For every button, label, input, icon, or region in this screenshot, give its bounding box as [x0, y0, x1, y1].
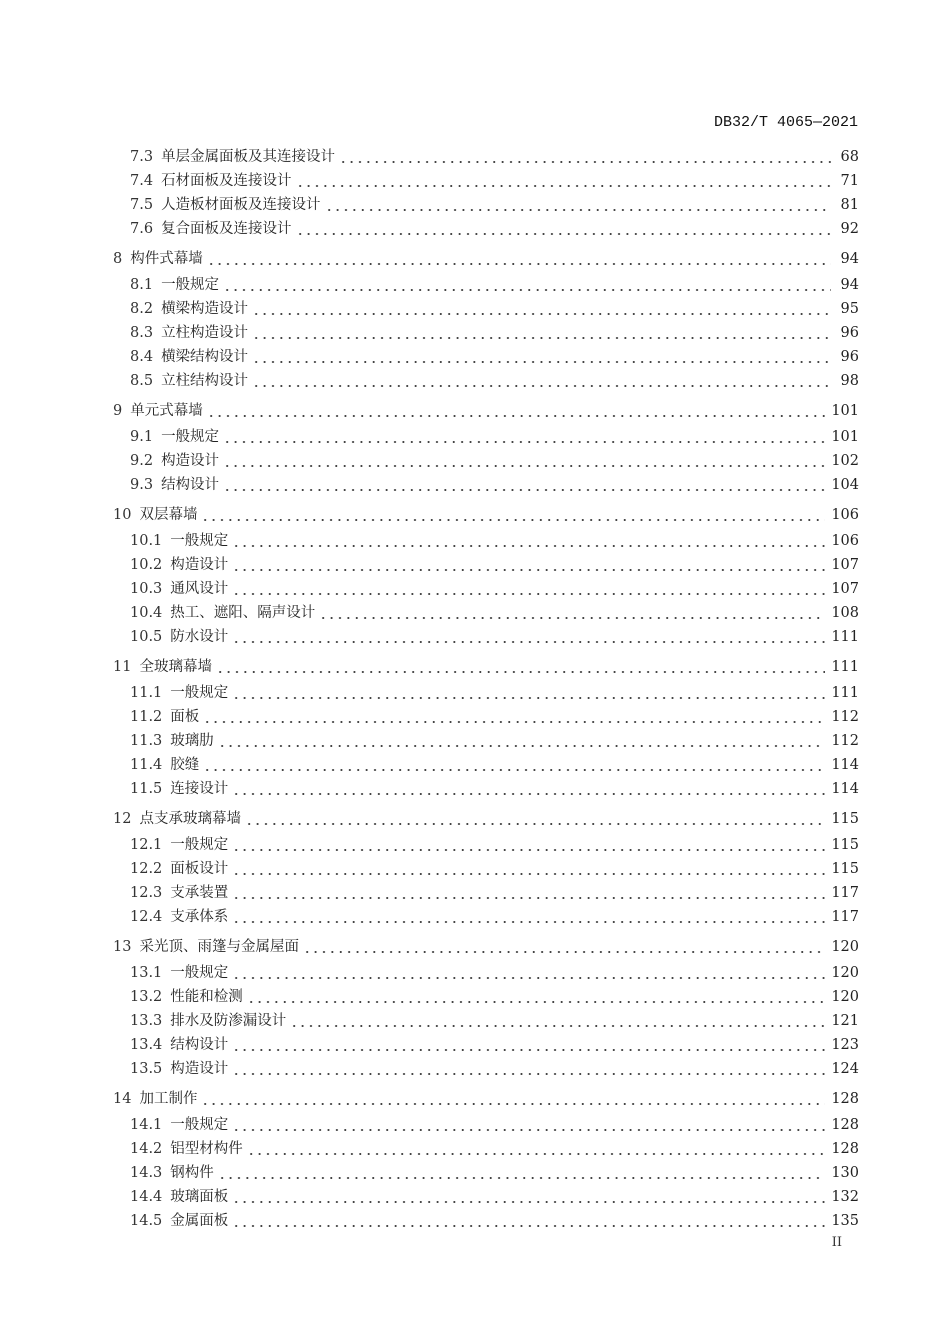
- entry-title: 胶缝: [170, 757, 200, 773]
- dot-leader: [245, 807, 825, 831]
- toc-chapter-entry[interactable]: [113, 655, 859, 679]
- dot-leader: [201, 1087, 825, 1111]
- toc-section-entry[interactable]: [113, 705, 859, 729]
- entry-title: 立柱构造设计: [161, 325, 249, 341]
- entry-number: 8.1: [130, 277, 154, 293]
- entry-number: 10.2: [130, 557, 163, 573]
- toc-chapter-entry[interactable]: [113, 1087, 859, 1111]
- toc-section-entry[interactable]: [113, 321, 859, 345]
- dot-leader: [232, 881, 825, 905]
- toc-section-entry[interactable]: [113, 577, 859, 601]
- entry-title: 一般规定: [170, 965, 229, 981]
- entry-title: 一般规定: [161, 277, 220, 293]
- entry-page: 130: [831, 1165, 859, 1181]
- toc-chapter-entry[interactable]: [113, 503, 859, 527]
- toc-section-entry[interactable]: [113, 1033, 859, 1057]
- dot-leader: [252, 297, 831, 321]
- entry-title: 玻璃面板: [170, 1189, 229, 1205]
- entry-number: 11.2: [130, 709, 163, 725]
- entry-page: 117: [831, 909, 859, 925]
- entry-title: 构件式幕墙: [130, 251, 203, 267]
- toc-section-entry[interactable]: [113, 961, 859, 985]
- entry-page: 96: [840, 349, 859, 365]
- entry-number: 8.3: [130, 325, 154, 341]
- toc-section-entry[interactable]: [113, 1113, 859, 1137]
- table-of-contents: [113, 145, 859, 1233]
- entry-number: 14.1: [130, 1117, 163, 1133]
- entry-number: 9.1: [130, 429, 154, 445]
- entry-page: 92: [840, 221, 859, 237]
- toc-section-entry[interactable]: [113, 857, 859, 881]
- toc-section-entry[interactable]: [113, 1009, 859, 1033]
- entry-title: 一般规定: [170, 533, 229, 549]
- entry-title: 横梁构造设计: [161, 301, 249, 317]
- dot-leader: [252, 345, 831, 369]
- entry-title: 结构设计: [170, 1037, 229, 1053]
- entry-number: 8.4: [130, 349, 154, 365]
- entry-page: 128: [831, 1091, 859, 1107]
- dot-leader: [216, 655, 825, 679]
- entry-page: 114: [831, 781, 859, 797]
- toc-section-entry[interactable]: [113, 553, 859, 577]
- dot-leader: [223, 273, 831, 297]
- entry-number: 12.1: [130, 837, 163, 853]
- entry-page: 108: [831, 605, 859, 621]
- page-number: II: [831, 1235, 842, 1250]
- entry-page: 101: [831, 403, 859, 419]
- entry-title: 面板设计: [170, 861, 229, 877]
- dot-leader: [232, 1185, 825, 1209]
- dot-leader: [339, 145, 831, 169]
- entry-page: 95: [840, 301, 859, 317]
- entry-title: 人造板材面板及连接设计: [161, 197, 321, 213]
- toc-section-entry[interactable]: [113, 985, 859, 1009]
- dot-leader: [223, 473, 825, 497]
- dot-leader: [201, 503, 825, 527]
- toc-section-entry[interactable]: [113, 681, 859, 705]
- dot-leader: [296, 217, 831, 241]
- toc-section-entry[interactable]: [113, 625, 859, 649]
- entry-number: 12: [113, 811, 132, 827]
- dot-leader: [232, 681, 825, 705]
- entry-title: 防水设计: [170, 629, 229, 645]
- dot-leader: [232, 777, 825, 801]
- entry-number: 14.2: [130, 1141, 163, 1157]
- entry-page: 120: [831, 989, 859, 1005]
- entry-title: 热工、遮阳、隔声设计: [170, 605, 316, 621]
- toc-section-entry[interactable]: [113, 145, 859, 169]
- entry-number: 11.3: [130, 733, 163, 749]
- entry-number: 9: [113, 403, 123, 419]
- entry-number: 10.5: [130, 629, 163, 645]
- entry-page: 106: [831, 533, 859, 549]
- entry-title: 一般规定: [170, 1117, 229, 1133]
- dot-leader: [232, 1057, 825, 1081]
- entry-page: 115: [831, 811, 859, 827]
- entry-page: 94: [840, 251, 859, 267]
- toc-chapter-entry[interactable]: [113, 935, 859, 959]
- dot-leader: [232, 1113, 825, 1137]
- dot-leader: [252, 369, 831, 393]
- entry-title: 立柱结构设计: [161, 373, 249, 389]
- dot-leader: [232, 529, 825, 553]
- dot-leader: [325, 193, 831, 217]
- toc-chapter-entry[interactable]: [113, 807, 859, 831]
- toc-section-entry[interactable]: [113, 1057, 859, 1081]
- dot-leader: [232, 905, 825, 929]
- entry-title: 金属面板: [170, 1213, 229, 1229]
- entry-title: 通风设计: [170, 581, 229, 597]
- entry-title: 铝型材构件: [170, 1141, 243, 1157]
- dot-leader: [303, 935, 825, 959]
- dot-leader: [223, 425, 825, 449]
- entry-number: 14.5: [130, 1213, 163, 1229]
- entry-page: 96: [840, 325, 859, 341]
- entry-number: 12.2: [130, 861, 163, 877]
- toc-section-entry[interactable]: [113, 1209, 859, 1233]
- dot-leader: [232, 857, 825, 881]
- entry-number: 10.3: [130, 581, 163, 597]
- dot-leader: [232, 577, 825, 601]
- entry-page: 111: [831, 629, 859, 645]
- entry-title: 横梁结构设计: [161, 349, 249, 365]
- toc-section-entry[interactable]: [113, 169, 859, 193]
- dot-leader: [207, 399, 826, 423]
- toc-section-entry[interactable]: [113, 1137, 859, 1161]
- toc-section-entry[interactable]: [113, 753, 859, 777]
- entry-page: 135: [831, 1213, 859, 1229]
- entry-title: 全玻璃幕墙: [139, 659, 212, 675]
- entry-number: 11: [113, 659, 132, 675]
- entry-number: 13.3: [130, 1013, 163, 1029]
- entry-number: 12.3: [130, 885, 163, 901]
- entry-title: 结构设计: [161, 477, 220, 493]
- entry-page: 117: [831, 885, 859, 901]
- entry-title: 单层金属面板及其连接设计: [161, 149, 336, 165]
- entry-number: 10.4: [130, 605, 163, 621]
- entry-page: 71: [840, 173, 859, 189]
- entry-number: 7.4: [130, 173, 154, 189]
- toc-section-entry[interactable]: [113, 297, 859, 321]
- entry-number: 11.5: [130, 781, 163, 797]
- toc-section-entry[interactable]: [113, 601, 859, 625]
- entry-number: 7.6: [130, 221, 154, 237]
- dot-leader: [290, 1009, 825, 1033]
- entry-number: 9.2: [130, 453, 154, 469]
- entry-title: 构造设计: [161, 453, 220, 469]
- entry-title: 双层幕墙: [139, 507, 198, 523]
- toc-section-entry[interactable]: [113, 881, 859, 905]
- entry-number: 14.3: [130, 1165, 163, 1181]
- entry-page: 120: [831, 939, 859, 955]
- toc-section-entry[interactable]: [113, 905, 859, 929]
- toc-section-entry[interactable]: [113, 729, 859, 753]
- entry-number: 8.2: [130, 301, 154, 317]
- entry-page: 107: [831, 557, 859, 573]
- toc-section-entry[interactable]: [113, 1185, 859, 1209]
- document-id: DB32/T 4065—2021: [713, 114, 858, 131]
- entry-title: 支承装置: [170, 885, 229, 901]
- entry-page: 112: [831, 709, 859, 725]
- entry-number: 7.3: [130, 149, 154, 165]
- dot-leader: [247, 1137, 826, 1161]
- entry-title: 构造设计: [170, 557, 229, 573]
- entry-page: 128: [831, 1141, 859, 1157]
- entry-page: 123: [831, 1037, 859, 1053]
- entry-page: 121: [831, 1013, 859, 1029]
- entry-page: 98: [840, 373, 859, 389]
- toc-section-entry[interactable]: [113, 777, 859, 801]
- entry-title: 排水及防渗漏设计: [170, 1013, 287, 1029]
- entry-number: 14.4: [130, 1189, 163, 1205]
- dot-leader: [232, 1209, 825, 1233]
- entry-title: 一般规定: [170, 837, 229, 853]
- entry-page: 128: [831, 1117, 859, 1133]
- dot-leader: [296, 169, 831, 193]
- entry-number: 10: [113, 507, 132, 523]
- entry-title: 性能和检测: [170, 989, 243, 1005]
- dot-leader: [218, 1161, 826, 1185]
- entry-page: 115: [831, 837, 859, 853]
- toc-section-entry[interactable]: [113, 1161, 859, 1185]
- entry-number: 8: [113, 251, 123, 267]
- toc-section-entry[interactable]: [113, 449, 859, 473]
- entry-number: 14: [113, 1091, 132, 1107]
- entry-page: 115: [831, 861, 859, 877]
- entry-page: 112: [831, 733, 859, 749]
- entry-page: 104: [831, 477, 859, 493]
- entry-page: 102: [831, 453, 859, 469]
- dot-leader: [218, 729, 826, 753]
- entry-number: 13.5: [130, 1061, 163, 1077]
- entry-page: 111: [831, 659, 859, 675]
- toc-chapter-entry[interactable]: [113, 399, 859, 423]
- entry-page: 111: [831, 685, 859, 701]
- entry-number: 7.5: [130, 197, 154, 213]
- toc-section-entry[interactable]: [113, 345, 859, 369]
- entry-page: 81: [840, 197, 859, 213]
- entry-title: 构造设计: [170, 1061, 229, 1077]
- dot-leader: [223, 449, 825, 473]
- entry-number: 13: [113, 939, 132, 955]
- toc-section-entry[interactable]: [113, 425, 859, 449]
- entry-title: 面板: [170, 709, 200, 725]
- dot-leader: [232, 625, 825, 649]
- entry-page: 94: [840, 277, 859, 293]
- dot-leader: [232, 961, 825, 985]
- entry-title: 点支承玻璃幕墙: [139, 811, 241, 827]
- entry-number: 12.4: [130, 909, 163, 925]
- dot-leader: [319, 601, 825, 625]
- entry-page: 120: [831, 965, 859, 981]
- toc-section-entry[interactable]: [113, 217, 859, 241]
- entry-title: 一般规定: [170, 685, 229, 701]
- entry-number: 8.5: [130, 373, 154, 389]
- entry-page: 114: [831, 757, 859, 773]
- entry-title: 玻璃肋: [170, 733, 214, 749]
- toc-section-entry[interactable]: [113, 529, 859, 553]
- toc-chapter-entry[interactable]: [113, 247, 859, 271]
- entry-page: 106: [831, 507, 859, 523]
- toc-section-entry[interactable]: [113, 193, 859, 217]
- entry-page: 132: [831, 1189, 859, 1205]
- entry-number: 13.1: [130, 965, 163, 981]
- entry-title: 加工制作: [139, 1091, 198, 1107]
- dot-leader: [232, 833, 825, 857]
- dot-leader: [203, 753, 825, 777]
- entry-number: 11.1: [130, 685, 163, 701]
- entry-number: 13.2: [130, 989, 163, 1005]
- dot-leader: [203, 705, 825, 729]
- entry-title: 复合面板及连接设计: [161, 221, 292, 237]
- entry-title: 支承体系: [170, 909, 229, 925]
- entry-title: 钢构件: [170, 1165, 214, 1181]
- entry-number: 9.3: [130, 477, 154, 493]
- toc-section-entry[interactable]: [113, 473, 859, 497]
- dot-leader: [252, 321, 831, 345]
- dot-leader: [207, 247, 831, 271]
- toc-section-entry[interactable]: [113, 369, 859, 393]
- dot-leader: [232, 1033, 825, 1057]
- entry-title: 石材面板及连接设计: [161, 173, 292, 189]
- entry-title: 连接设计: [170, 781, 229, 797]
- entry-page: 124: [831, 1061, 859, 1077]
- toc-section-entry[interactable]: [113, 273, 859, 297]
- toc-section-entry[interactable]: [113, 833, 859, 857]
- dot-leader: [247, 985, 826, 1009]
- entry-number: 13.4: [130, 1037, 163, 1053]
- entry-page: 107: [831, 581, 859, 597]
- entry-number: 10.1: [130, 533, 163, 549]
- entry-title: 采光顶、雨篷与金属屋面: [139, 939, 299, 955]
- entry-number: 11.4: [130, 757, 163, 773]
- dot-leader: [232, 553, 825, 577]
- entry-title: 一般规定: [161, 429, 220, 445]
- entry-page: 101: [831, 429, 859, 445]
- entry-title: 单元式幕墙: [130, 403, 203, 419]
- entry-page: 68: [840, 149, 859, 165]
